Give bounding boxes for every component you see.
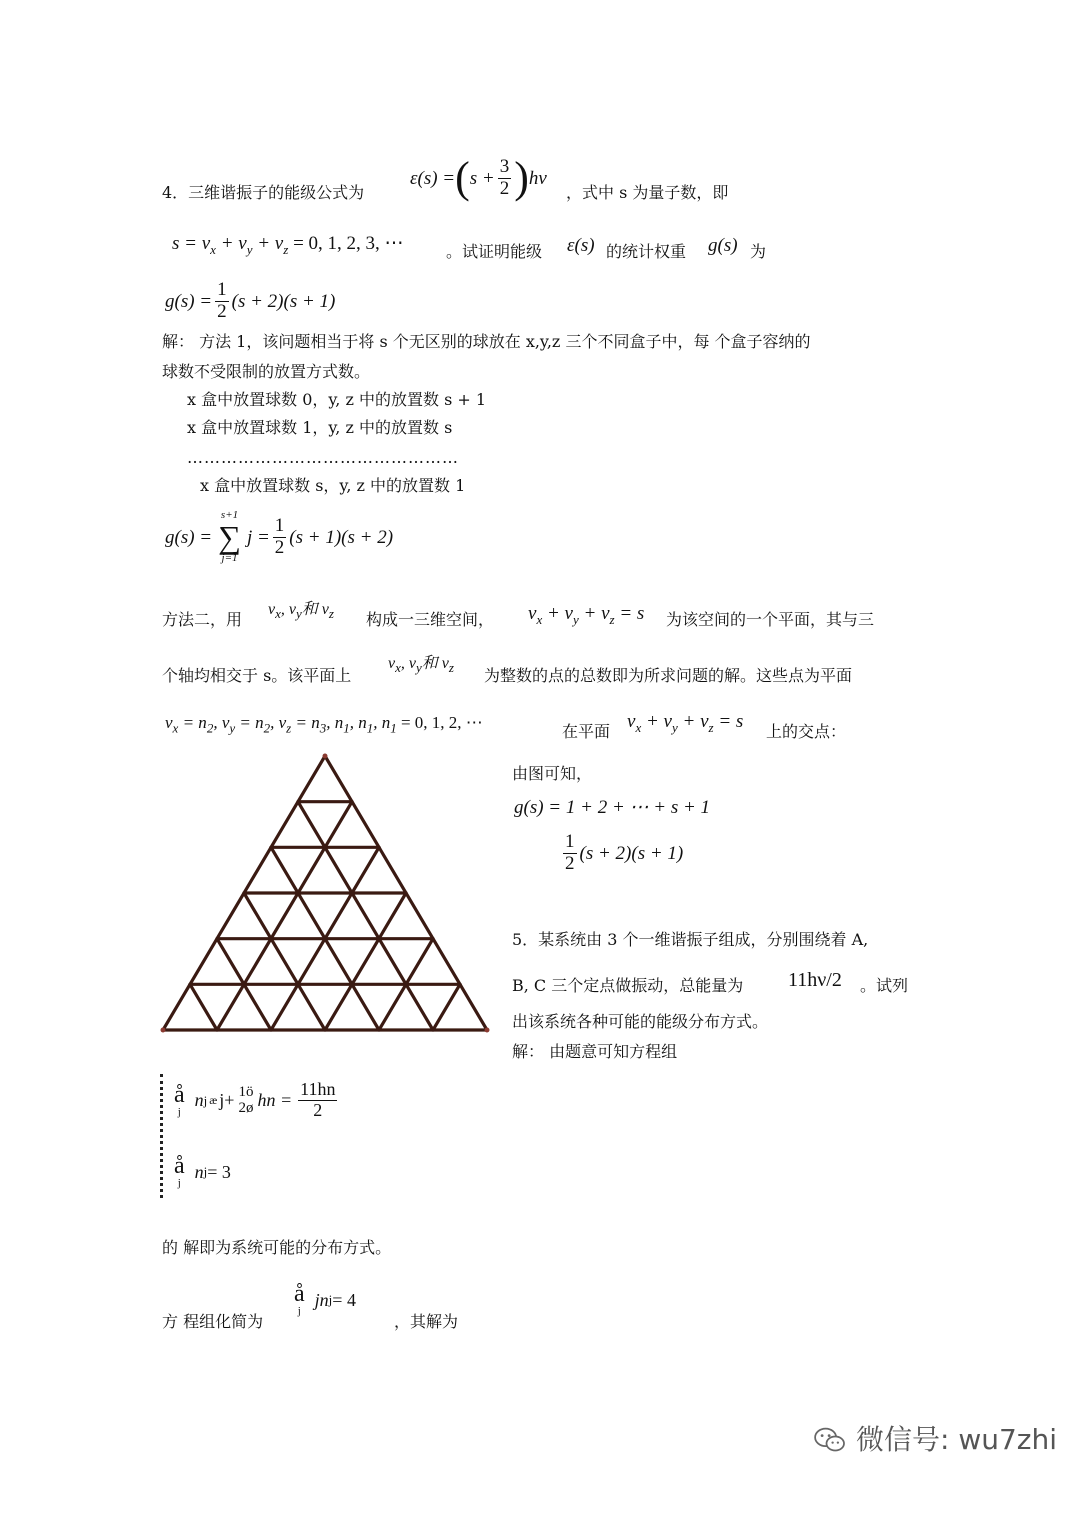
eq2-n: n [194,1161,204,1182]
v: = s [614,603,645,624]
eq1-frac [236,1084,255,1117]
v: v [268,601,276,618]
n: , n [373,713,391,732]
eq1-frac-den: 2ø [238,1100,254,1117]
v: = s [713,711,744,732]
v: v [165,713,173,732]
simp-jn: jn [314,1289,329,1310]
sum-frac-den: 2 [274,536,285,558]
energy-inner: s + [469,167,495,189]
sub: 3 [319,720,327,736]
g-frac [215,280,229,323]
eq2-sym: å [174,1153,185,1179]
simp-sub-j: j [328,1292,333,1307]
plus-vy: + v [215,233,247,254]
g-lhs: g(s) = [165,290,213,312]
plane-equation-2 [627,712,743,734]
method2-text-b: 构成一三维空间， [366,610,495,629]
solution-line-1: 解： 方法 1，该问题相当于将 s 个无区别的球放在 x,y,z 三个不同盒子中，每 个盒子容纳的 [162,332,811,351]
eps-s: ε(s) [567,235,595,256]
eq1-sym: å [174,1081,185,1108]
sub-x: x [210,241,216,257]
v: v [627,711,636,732]
n: , n [326,713,344,732]
v: + v [578,603,610,624]
sub: 1 [343,720,350,736]
sub: z [708,719,714,735]
simp-sub: j [297,1305,301,1317]
eq2-sigma [174,1154,185,1189]
v: , v [270,713,287,732]
planes-formula [165,714,483,734]
energy-formula [410,148,547,208]
sub-z: z [283,241,289,257]
method2-text-d: 个轴均相交于 s。该平面上 [162,666,352,685]
v: + v [542,603,573,624]
method2-text-c: 为该空间的一个平面，其与三 [666,610,875,629]
sum-lhs: g(s) = [165,526,213,548]
sum-sigma [218,510,241,564]
problem-5-line-1: 5．某系统由 3 个一维谐振子组成，分别围绕着 A, [512,930,869,949]
sub: y [416,660,422,676]
eq2-nj-sub: j [203,1164,208,1179]
eq1-rhs-frac [298,1080,337,1121]
plus-vz: + v [252,233,284,254]
g-res-den: 2 [565,852,575,874]
sub: z [286,720,292,736]
energy-frac [498,157,512,200]
method2-text-g: 上的交点： [766,722,847,741]
sub: z [448,660,454,676]
paren-right: ) [514,153,529,202]
equation-1 [174,1080,337,1121]
n: = n [178,713,207,732]
problem-5-line-2a: B, C 三个定点做振动，总能量为 [512,976,744,995]
problem-5-line-3: 出该系统各种可能的能级分布方式。 [512,1012,769,1031]
v: , v [213,713,230,732]
watermark [812,1423,1058,1456]
problem-4-label: 4．三维谐振子的能级公式为 [162,183,365,202]
method2-text-e: 为整数的点的总数即为所求问题的解。这些点为平面 [484,666,853,685]
sub-y: y [246,241,253,257]
g-res-rhs: (s + 2)(s + 1) [579,842,684,864]
frac-den: 2 [499,177,510,199]
g-res-num: 1 [565,831,575,852]
eq1-rhs-num: 11hn [300,1079,336,1099]
solution-text: 的 解即为系统可能的分布方式。 [162,1238,392,1257]
eq1-garble: æ [209,1093,218,1108]
sum-symbol: ∑ [218,519,241,555]
eq1-sigma [174,1083,185,1118]
v: , v [400,655,416,672]
equation-brace [160,1074,166,1198]
sub: x [536,611,543,627]
axes-vars-1 [268,602,334,620]
total-energy: 11hν/2 [788,969,842,991]
s-values: = 0, 1, 2, 3, ⋯ [288,233,404,254]
sum-bottom: j=1 [221,552,238,564]
simplify-label: 方 程组化简为 [162,1312,264,1331]
simplified-equation [294,1282,356,1317]
sub: y [572,611,579,627]
ellipsis-line: ………………………………………… [187,448,459,467]
sum-formula [165,510,393,564]
simp-rhs: = 4 [332,1289,356,1310]
n: , n [349,713,367,732]
sub: 1 [366,720,374,736]
sub: 1 [390,720,397,736]
g-result-frac [563,832,577,875]
sub: x [635,719,642,735]
watermark-text: 微信号: wu7zhi [856,1423,1058,1456]
problem-5-solution: 解： 由题意可知方程组 [512,1042,678,1061]
g-frac-den: 2 [217,300,227,322]
sub: z [609,611,615,627]
wechat-icon [812,1426,848,1454]
sub: 2 [263,720,271,736]
values: = 0, 1, 2, ⋯ [396,713,483,732]
sum-rhs: (s + 1)(s + 2) [289,526,394,548]
triangle-lattice-figure [155,748,495,1038]
equation-2 [174,1154,231,1189]
v: 和 v [301,601,329,618]
simp-sym: å [294,1281,305,1307]
g-s: g(s) [708,235,738,256]
sub: z [328,606,334,622]
paren-left: ( [455,153,470,202]
case-1: x 盒中放置球数 0，y, z 中的放置数 s + 1 [187,390,487,409]
frac-num: 3 [499,155,510,177]
g-result [560,832,683,875]
solution-line-2: 球数不受限制的放置方式数。 [162,362,371,381]
simp-sigma [294,1282,305,1317]
problem-5-line-2b: 。试列 [860,976,909,995]
v: v [388,655,396,672]
sub: y [229,720,236,736]
v: + v [641,711,672,732]
eq1-nj-sub: j [203,1092,208,1108]
case-3: x 盒中放置球数 s，y, z 中的放置数 1 [200,476,466,495]
eq1-sub: j [177,1105,181,1118]
sum-frac [273,516,287,559]
sub: y [296,606,302,622]
text-prove: 。试证明能级 [446,242,543,261]
n: = n [235,713,264,732]
simplify-tail: ，其解为 [394,1312,459,1331]
v: , v [280,601,296,618]
v: 和 v [421,655,449,672]
method2-text-f: 在平面 [562,722,611,741]
eq1-hn: hn = [257,1090,293,1111]
eq1-rhs-den: 2 [313,1099,323,1120]
sub: 2 [206,720,214,736]
text-after-formula: ，式中 s 为量子数，即 [566,183,729,202]
g-rhs: (s + 2)(s + 1) [231,290,336,312]
sub: y [671,719,678,735]
eq1-jplus: j+ [219,1090,235,1111]
eq1-frac-num: 1ö [238,1083,254,1100]
s-eq: s = v [172,233,211,254]
n: = n [291,713,320,732]
sub: x [395,660,401,676]
g-sum-series: g(s) = 1 + 2 + ⋯ + s + 1 [514,797,711,818]
eq1-n: n [194,1090,204,1111]
from-figure: 由图可知， [512,764,593,783]
text-weight: 的统计权重 [606,242,687,261]
quantum-number-formula [172,234,404,256]
energy-lhs: ε(s) = [410,167,456,189]
g-frac-num: 1 [217,279,227,300]
sub: x [275,606,281,622]
plane-equation [528,604,644,626]
method2-intro: 方法二，用 [162,610,243,629]
sum-frac-num: 1 [274,514,285,536]
eq2-sub: j [177,1177,181,1189]
case-2: x 盒中放置球数 1，y, z 中的放置数 s [187,418,453,437]
v: + v [677,711,709,732]
sum-var: j = [246,526,270,548]
eq2-rhs: = 3 [207,1161,231,1182]
sub: x [172,720,179,736]
g-formula [165,280,335,323]
sum-top: s+1 [220,509,239,521]
text-wei: 为 [750,242,767,261]
v: v [528,603,537,624]
energy-tail: hν [528,167,547,189]
axes-vars-2 [388,656,454,674]
